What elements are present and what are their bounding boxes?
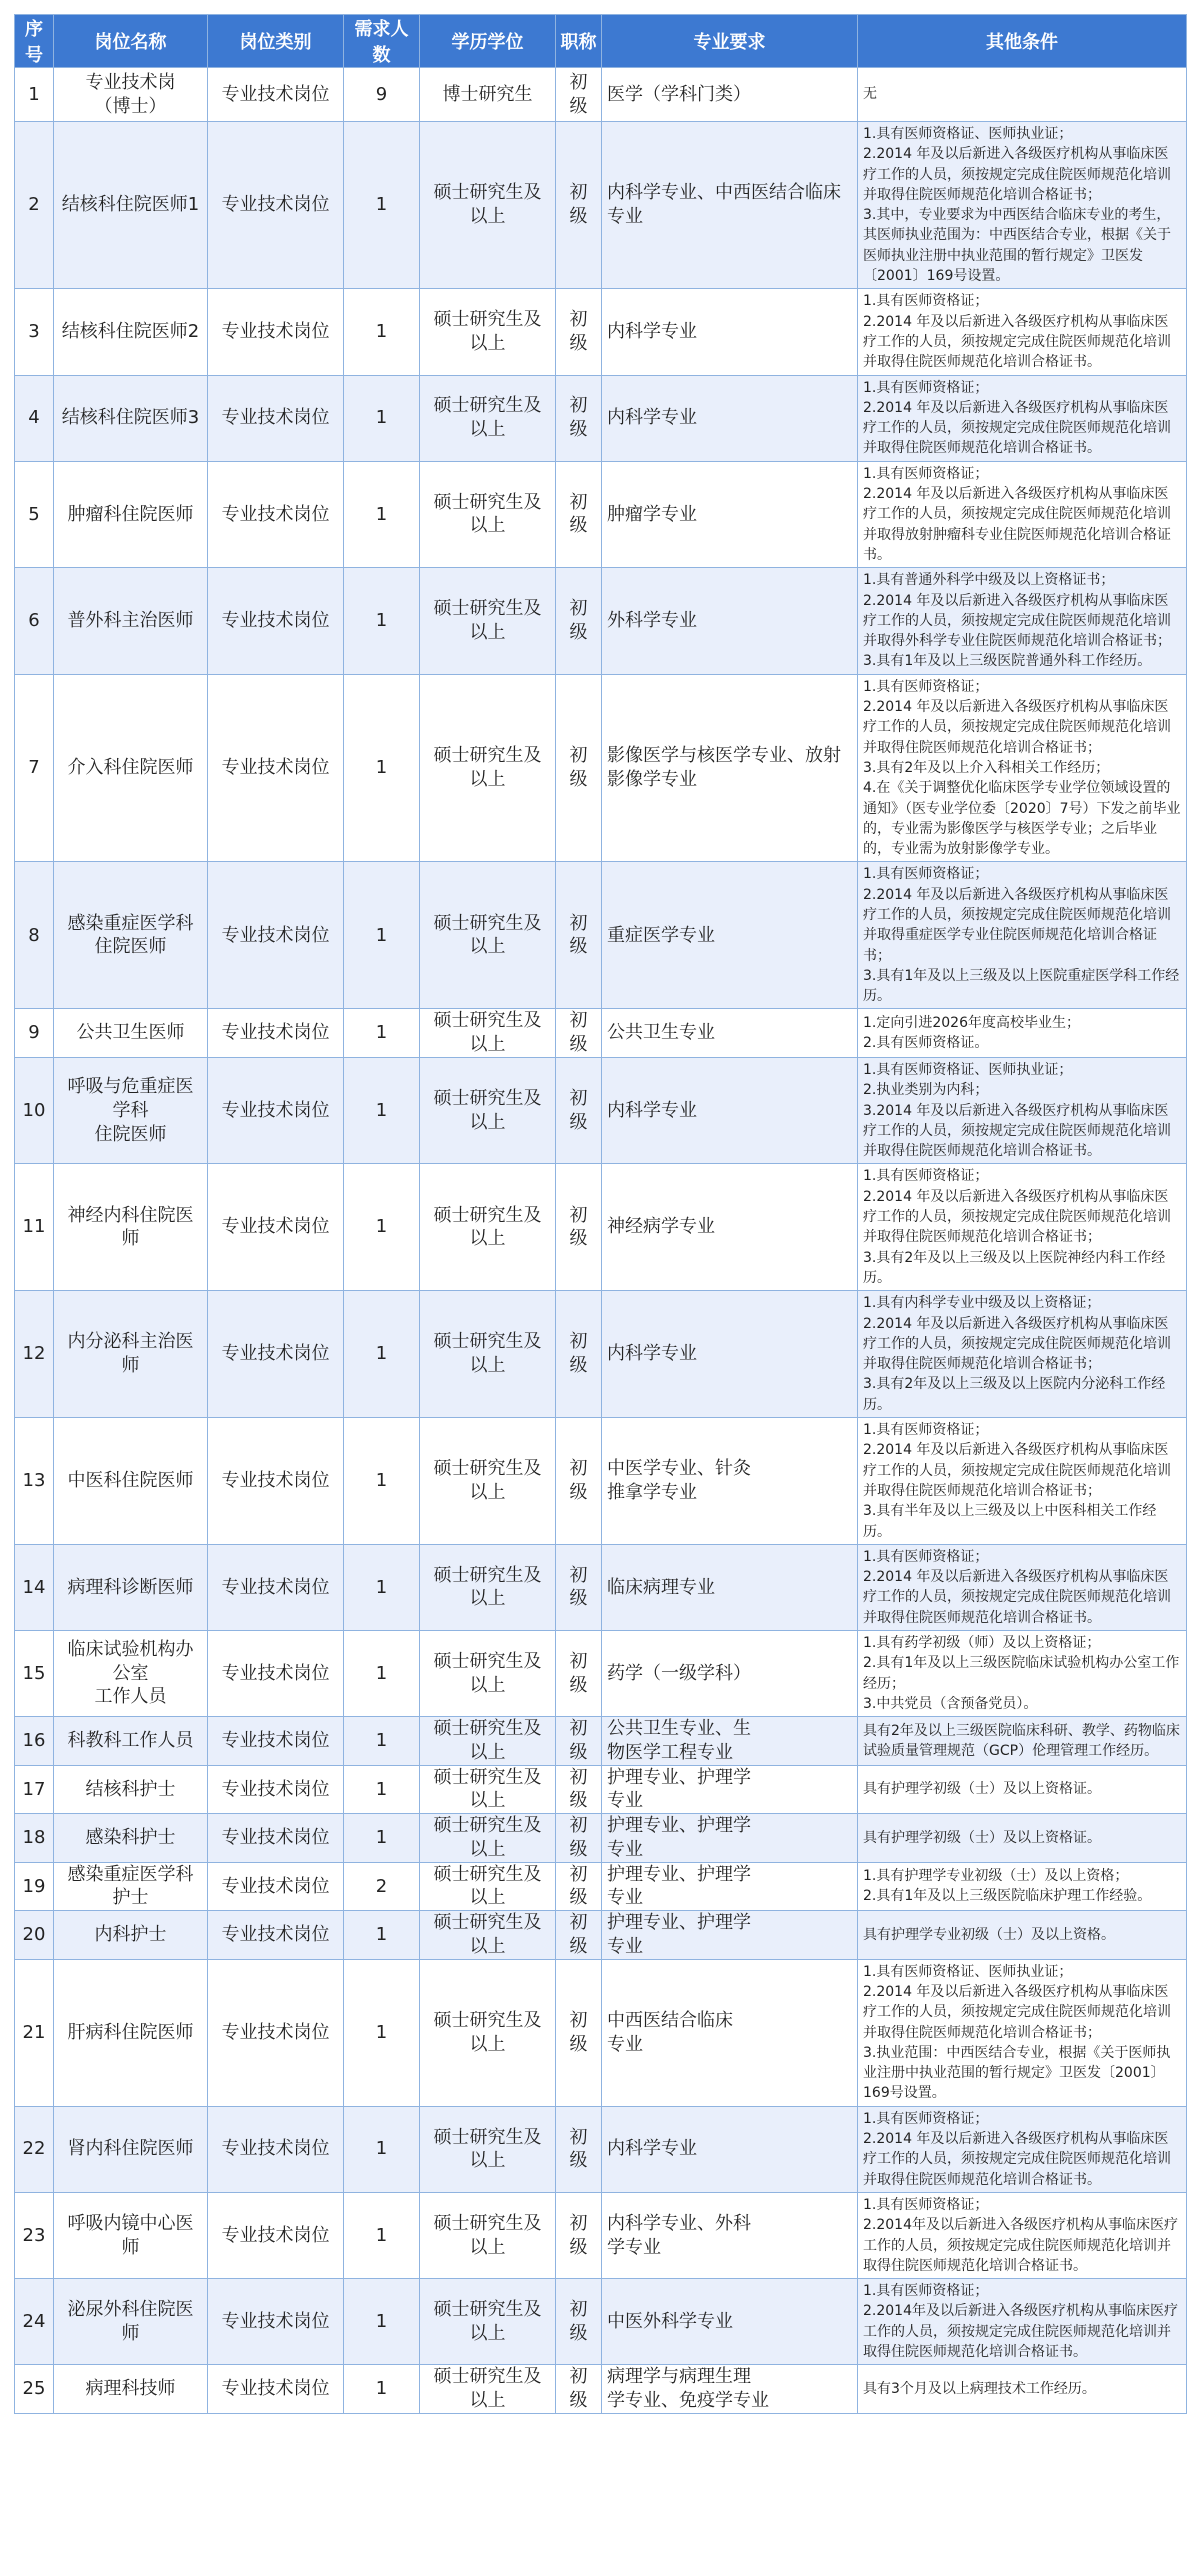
cell-title: 初级 bbox=[556, 1418, 602, 1545]
cell-major: 护理专业、护理学 专业 bbox=[602, 1911, 858, 1960]
cell-category: 专业技术岗位 bbox=[208, 1959, 344, 2106]
cell-count: 1 bbox=[344, 1959, 420, 2106]
cell-other-conditions: 1.具有护理学专业初级（士）及以上资格； 2.具有1年及以上三级医院临床护理工作经验。 bbox=[858, 1862, 1187, 1911]
cell-major: 护理专业、护理学 专业 bbox=[602, 1765, 858, 1814]
cell-title: 初级 bbox=[556, 1009, 602, 1058]
table-row bbox=[15, 68, 1187, 122]
cell-major: 内科学专业 bbox=[602, 375, 858, 461]
cell-education: 硕士研究生及 以上 bbox=[420, 1862, 556, 1911]
cell-education: 硕士研究生及 以上 bbox=[420, 1814, 556, 1863]
cell-no: 21 bbox=[15, 1959, 54, 2106]
table-row bbox=[15, 1418, 1187, 1545]
cell-major: 护理专业、护理学 专业 bbox=[602, 1814, 858, 1863]
cell-major: 中医外科学专业 bbox=[602, 2279, 858, 2365]
table-row bbox=[15, 568, 1187, 674]
cell-major: 内科学专业、中西医结合临床 专业 bbox=[602, 122, 858, 289]
cell-title: 初级 bbox=[556, 2192, 602, 2278]
cell-position-name: 泌尿外科住院医 师 bbox=[54, 2279, 208, 2365]
cell-count: 1 bbox=[344, 2192, 420, 2278]
cell-title: 初级 bbox=[556, 1630, 602, 1716]
cell-position-name: 肝病科住院医师 bbox=[54, 1959, 208, 2106]
cell-title: 初级 bbox=[556, 1164, 602, 1291]
cell-major: 公共卫生专业、生 物医学工程专业 bbox=[602, 1717, 858, 1766]
cell-no: 19 bbox=[15, 1862, 54, 1911]
cell-education: 硕士研究生及 以上 bbox=[420, 1418, 556, 1545]
cell-major: 公共卫生专业 bbox=[602, 1009, 858, 1058]
cell-major: 外科学专业 bbox=[602, 568, 858, 674]
cell-education: 硕士研究生及 以上 bbox=[420, 568, 556, 674]
cell-no: 9 bbox=[15, 1009, 54, 1058]
cell-title: 初级 bbox=[556, 1291, 602, 1418]
cell-no: 3 bbox=[15, 289, 54, 375]
cell-other-conditions: 1.具有医师资格证； 2.2014 年及以后新进入各级医疗机构从事临床医疗工作的人员，须按规定完成住院医师规范化培训并取得住院医师规范化培训合格证书。 bbox=[858, 289, 1187, 375]
cell-position-name: 感染科护士 bbox=[54, 1814, 208, 1863]
cell-category: 专业技术岗位 bbox=[208, 1814, 344, 1863]
cell-category: 专业技术岗位 bbox=[208, 289, 344, 375]
cell-category: 专业技术岗位 bbox=[208, 1291, 344, 1418]
table-body bbox=[15, 68, 1187, 2414]
cell-major: 神经病学专业 bbox=[602, 1164, 858, 1291]
table-row bbox=[15, 289, 1187, 375]
cell-other-conditions: 具有2年及以上三级医院临床科研、教学、药物临床试验质量管理规范（GCP）伦理管理工作经历。 bbox=[858, 1717, 1187, 1766]
cell-other-conditions: 1.具有医师资格证、医师执业证； 2.2014 年及以后新进入各级医疗机构从事临床医疗工作的人员，须按规定完成住院医师规范化培训并取得住院医师规范化培训合格证书； 3.执业范围：中西医结合专业，根据《关于医师执业注册中执业范围的暂行规定》卫医发〔2001〕169号设置。 bbox=[858, 1959, 1187, 2106]
cell-no: 16 bbox=[15, 1717, 54, 1766]
cell-count: 1 bbox=[344, 1630, 420, 1716]
cell-position-name: 呼吸内镜中心医 师 bbox=[54, 2192, 208, 2278]
table-row bbox=[15, 1911, 1187, 1960]
cell-title: 初级 bbox=[556, 862, 602, 1009]
cell-education: 硕士研究生及 以上 bbox=[420, 1765, 556, 1814]
cell-count: 1 bbox=[344, 1765, 420, 1814]
cell-category: 专业技术岗位 bbox=[208, 674, 344, 862]
cell-education: 硕士研究生及 以上 bbox=[420, 1717, 556, 1766]
cell-count: 1 bbox=[344, 1057, 420, 1163]
table-row bbox=[15, 1717, 1187, 1766]
recruitment-table bbox=[14, 14, 1187, 2414]
cell-title: 初级 bbox=[556, 1814, 602, 1863]
table-row bbox=[15, 1164, 1187, 1291]
cell-count: 1 bbox=[344, 122, 420, 289]
cell-count: 9 bbox=[344, 68, 420, 122]
cell-category: 专业技术岗位 bbox=[208, 375, 344, 461]
cell-category: 专业技术岗位 bbox=[208, 1765, 344, 1814]
cell-position-name: 肾内科住院医师 bbox=[54, 2106, 208, 2192]
cell-title: 初级 bbox=[556, 1544, 602, 1630]
cell-major: 影像医学与核医学专业、放射 影像学专业 bbox=[602, 674, 858, 862]
cell-count: 1 bbox=[344, 1418, 420, 1545]
cell-no: 12 bbox=[15, 1291, 54, 1418]
recruitment-table-container bbox=[14, 14, 1186, 2414]
cell-position-name: 病理科技师 bbox=[54, 2365, 208, 2414]
cell-count: 1 bbox=[344, 1911, 420, 1960]
cell-no: 6 bbox=[15, 568, 54, 674]
cell-no: 25 bbox=[15, 2365, 54, 2414]
cell-title: 初级 bbox=[556, 674, 602, 862]
cell-count: 1 bbox=[344, 2279, 420, 2365]
cell-category: 专业技术岗位 bbox=[208, 1544, 344, 1630]
cell-no: 11 bbox=[15, 1164, 54, 1291]
cell-position-name: 结核科住院医师2 bbox=[54, 289, 208, 375]
cell-major: 中西医结合临床 专业 bbox=[602, 1959, 858, 2106]
cell-education: 硕士研究生及 以上 bbox=[420, 122, 556, 289]
cell-count: 1 bbox=[344, 461, 420, 567]
table-row bbox=[15, 2192, 1187, 2278]
cell-education: 硕士研究生及 以上 bbox=[420, 1164, 556, 1291]
cell-title: 初级 bbox=[556, 289, 602, 375]
cell-count: 2 bbox=[344, 1862, 420, 1911]
header-major: 专业要求 bbox=[602, 15, 858, 68]
cell-count: 1 bbox=[344, 1544, 420, 1630]
cell-count: 1 bbox=[344, 568, 420, 674]
header-count: 需求人数 bbox=[344, 15, 420, 68]
cell-category: 专业技术岗位 bbox=[208, 2279, 344, 2365]
cell-major: 临床病理专业 bbox=[602, 1544, 858, 1630]
header-education: 学历学位 bbox=[420, 15, 556, 68]
cell-other-conditions: 1.具有医师资格证； 2.2014 年及以后新进入各级医疗机构从事临床医疗工作的人员，须按规定完成住院医师规范化培训并取得住院医师规范化培训合格证书； 3.具有2年及以上三级及以上医院神经内科工作经历。 bbox=[858, 1164, 1187, 1291]
cell-major: 医学（学科门类） bbox=[602, 68, 858, 122]
cell-position-name: 感染重症医学科 住院医师 bbox=[54, 862, 208, 1009]
cell-category: 专业技术岗位 bbox=[208, 68, 344, 122]
cell-other-conditions: 1.具有普通外科学中级及以上资格证书； 2.2014 年及以后新进入各级医疗机构从事临床医疗工作的人员，须按规定完成住院医师规范化培训并取得外科学专业住院医师规范化培训合格证书； 3.具有1年及以上三级医院普通外科工作经历。 bbox=[858, 568, 1187, 674]
cell-count: 1 bbox=[344, 674, 420, 862]
cell-count: 1 bbox=[344, 2106, 420, 2192]
cell-other-conditions: 无 bbox=[858, 68, 1187, 122]
cell-title: 初级 bbox=[556, 375, 602, 461]
cell-major: 内科学专业 bbox=[602, 1291, 858, 1418]
cell-title: 初级 bbox=[556, 68, 602, 122]
table-row bbox=[15, 2279, 1187, 2365]
table-row bbox=[15, 1057, 1187, 1163]
cell-other-conditions: 1.具有内科学专业中级及以上资格证； 2.2014 年及以后新进入各级医疗机构从事临床医疗工作的人员，须按规定完成住院医师规范化培训并取得住院医师规范化培训合格证书； 3.具有2年及以上三级及以上医院内分泌科工作经历。 bbox=[858, 1291, 1187, 1418]
cell-category: 专业技术岗位 bbox=[208, 2192, 344, 2278]
cell-category: 专业技术岗位 bbox=[208, 1862, 344, 1911]
cell-other-conditions: 1.具有医师资格证； 2.2014年及以后新进入各级医疗机构从事临床医疗工作的人员，须按规定完成住院医师规范化培训并取得住院医师规范化培训合格证书。 bbox=[858, 2192, 1187, 2278]
cell-category: 专业技术岗位 bbox=[208, 862, 344, 1009]
cell-title: 初级 bbox=[556, 1862, 602, 1911]
cell-other-conditions: 1.具有医师资格证； 2.2014 年及以后新进入各级医疗机构从事临床医疗工作的人员，须按规定完成住院医师规范化培训并取得住院医师规范化培训合格证书； 3.具有2年及以上介入科相关工作经历； 4.在《关于调整优化临床医学专业学位领域设置的通知》（医专业学位委〔2020〕7号）下发之前毕业的，专业需为影像医学与核医学专业；之后毕业的，专业需为放射影像学专业。 bbox=[858, 674, 1187, 862]
cell-category: 专业技术岗位 bbox=[208, 1911, 344, 1960]
cell-no: 17 bbox=[15, 1765, 54, 1814]
cell-no: 24 bbox=[15, 2279, 54, 2365]
cell-no: 18 bbox=[15, 1814, 54, 1863]
cell-category: 专业技术岗位 bbox=[208, 1630, 344, 1716]
cell-title: 初级 bbox=[556, 2279, 602, 2365]
cell-education: 硕士研究生及 以上 bbox=[420, 1291, 556, 1418]
cell-category: 专业技术岗位 bbox=[208, 2365, 344, 2414]
cell-position-name: 内科护士 bbox=[54, 1911, 208, 1960]
cell-position-name: 内分泌科主治医 师 bbox=[54, 1291, 208, 1418]
cell-count: 1 bbox=[344, 1814, 420, 1863]
header-other: 其他条件 bbox=[858, 15, 1187, 68]
cell-other-conditions: 具有3个月及以上病理技术工作经历。 bbox=[858, 2365, 1187, 2414]
cell-education: 硕士研究生及 以上 bbox=[420, 461, 556, 567]
header-category: 岗位类别 bbox=[208, 15, 344, 68]
header-title: 职称 bbox=[556, 15, 602, 68]
cell-title: 初级 bbox=[556, 2106, 602, 2192]
cell-other-conditions: 具有护理学初级（士）及以上资格证。 bbox=[858, 1814, 1187, 1863]
cell-other-conditions: 1.具有医师资格证； 2.2014 年及以后新进入各级医疗机构从事临床医疗工作的人员，须按规定完成住院医师规范化培训并取得放射肿瘤科专业住院医师规范化培训合格证书。 bbox=[858, 461, 1187, 567]
cell-education: 硕士研究生及 以上 bbox=[420, 1630, 556, 1716]
cell-education: 硕士研究生及 以上 bbox=[420, 1057, 556, 1163]
cell-no: 2 bbox=[15, 122, 54, 289]
cell-major: 重症医学专业 bbox=[602, 862, 858, 1009]
cell-position-name: 专业技术岗 （博士） bbox=[54, 68, 208, 122]
cell-no: 8 bbox=[15, 862, 54, 1009]
table-row bbox=[15, 2106, 1187, 2192]
cell-major: 护理专业、护理学 专业 bbox=[602, 1862, 858, 1911]
table-row bbox=[15, 862, 1187, 1009]
cell-title: 初级 bbox=[556, 1959, 602, 2106]
table-header-row bbox=[15, 15, 1187, 68]
cell-count: 1 bbox=[344, 1717, 420, 1766]
table-row bbox=[15, 122, 1187, 289]
cell-title: 初级 bbox=[556, 568, 602, 674]
cell-category: 专业技术岗位 bbox=[208, 1009, 344, 1058]
table-row bbox=[15, 1765, 1187, 1814]
cell-other-conditions: 1.具有医师资格证、医师执业证； 2.2014 年及以后新进入各级医疗机构从事临床医疗工作的人员，须按规定完成住院医师规范化培训并取得住院医师规范化培训合格证书； 3.其中，专业要求为中西医结合临床专业的考生，其医师执业范围为：中西医结合专业，根据《关于医师执业注册中执业范围的暂行规定》卫医发〔2001〕169号设置。 bbox=[858, 122, 1187, 289]
cell-title: 初级 bbox=[556, 1717, 602, 1766]
cell-position-name: 结核科住院医师3 bbox=[54, 375, 208, 461]
table-row bbox=[15, 1009, 1187, 1058]
cell-education: 硕士研究生及 以上 bbox=[420, 1009, 556, 1058]
header-name: 岗位名称 bbox=[54, 15, 208, 68]
cell-other-conditions: 具有护理学初级（士）及以上资格证。 bbox=[858, 1765, 1187, 1814]
cell-no: 5 bbox=[15, 461, 54, 567]
cell-major: 药学（一级学科） bbox=[602, 1630, 858, 1716]
cell-category: 专业技术岗位 bbox=[208, 1164, 344, 1291]
cell-other-conditions: 1.具有药学初级（师）及以上资格证； 2.具有1年及以上三级医院临床试验机构办公室工作经历； 3.中共党员（含预备党员）。 bbox=[858, 1630, 1187, 1716]
cell-education: 硕士研究生及 以上 bbox=[420, 2365, 556, 2414]
cell-no: 14 bbox=[15, 1544, 54, 1630]
cell-education: 硕士研究生及 以上 bbox=[420, 2279, 556, 2365]
cell-other-conditions: 1.具有医师资格证； 2.2014 年及以后新进入各级医疗机构从事临床医疗工作的人员，须按规定完成住院医师规范化培训并取得住院医师规范化培训合格证书。 bbox=[858, 1544, 1187, 1630]
cell-no: 4 bbox=[15, 375, 54, 461]
cell-count: 1 bbox=[344, 1009, 420, 1058]
cell-count: 1 bbox=[344, 1164, 420, 1291]
cell-education: 硕士研究生及 以上 bbox=[420, 674, 556, 862]
cell-other-conditions: 1.具有医师资格证； 2.2014 年及以后新进入各级医疗机构从事临床医疗工作的人员，须按规定完成住院医师规范化培训并取得重症医学专业住院医师规范化培训合格证书； 3.具有1年及以上三级及以上医院重症医学科工作经历。 bbox=[858, 862, 1187, 1009]
cell-other-conditions: 具有护理学专业初级（士）及以上资格。 bbox=[858, 1911, 1187, 1960]
cell-major: 中医学专业、针灸 推拿学专业 bbox=[602, 1418, 858, 1545]
cell-count: 1 bbox=[344, 862, 420, 1009]
cell-count: 1 bbox=[344, 375, 420, 461]
cell-position-name: 科教科工作人员 bbox=[54, 1717, 208, 1766]
table-row bbox=[15, 461, 1187, 567]
cell-other-conditions: 1.定向引进2026年度高校毕业生； 2.具有医师资格证。 bbox=[858, 1009, 1187, 1058]
cell-position-name: 临床试验机构办 公室 工作人员 bbox=[54, 1630, 208, 1716]
cell-position-name: 病理科诊断医师 bbox=[54, 1544, 208, 1630]
cell-count: 1 bbox=[344, 2365, 420, 2414]
table-row bbox=[15, 1959, 1187, 2106]
cell-education: 硕士研究生及 以上 bbox=[420, 2106, 556, 2192]
cell-education: 硕士研究生及 以上 bbox=[420, 2192, 556, 2278]
cell-no: 13 bbox=[15, 1418, 54, 1545]
cell-other-conditions: 1.具有医师资格证、医师执业证； 2.执业类别为内科； 3.2014 年及以后新进入各级医疗机构从事临床医疗工作的人员，须按规定完成住院医师规范化培训并取得住院医师规范化培训合格证书。 bbox=[858, 1057, 1187, 1163]
cell-education: 硕士研究生及 以上 bbox=[420, 375, 556, 461]
table-row bbox=[15, 1814, 1187, 1863]
cell-education: 硕士研究生及 以上 bbox=[420, 289, 556, 375]
cell-position-name: 公共卫生医师 bbox=[54, 1009, 208, 1058]
table-row bbox=[15, 674, 1187, 862]
cell-title: 初级 bbox=[556, 1911, 602, 1960]
cell-no: 23 bbox=[15, 2192, 54, 2278]
cell-no: 20 bbox=[15, 1911, 54, 1960]
cell-position-name: 神经内科住院医 师 bbox=[54, 1164, 208, 1291]
cell-title: 初级 bbox=[556, 1765, 602, 1814]
cell-category: 专业技术岗位 bbox=[208, 1057, 344, 1163]
cell-position-name: 肿瘤科住院医师 bbox=[54, 461, 208, 567]
cell-title: 初级 bbox=[556, 461, 602, 567]
cell-category: 专业技术岗位 bbox=[208, 2106, 344, 2192]
cell-education: 硕士研究生及 以上 bbox=[420, 862, 556, 1009]
cell-position-name: 普外科主治医师 bbox=[54, 568, 208, 674]
cell-title: 初级 bbox=[556, 122, 602, 289]
cell-title: 初级 bbox=[556, 2365, 602, 2414]
cell-major: 内科学专业 bbox=[602, 1057, 858, 1163]
cell-category: 专业技术岗位 bbox=[208, 568, 344, 674]
cell-major: 病理学与病理生理 学专业、免疫学专业 bbox=[602, 2365, 858, 2414]
cell-count: 1 bbox=[344, 1291, 420, 1418]
cell-no: 10 bbox=[15, 1057, 54, 1163]
cell-position-name: 中医科住院医师 bbox=[54, 1418, 208, 1545]
cell-category: 专业技术岗位 bbox=[208, 122, 344, 289]
cell-title: 初级 bbox=[556, 1057, 602, 1163]
table-row bbox=[15, 1630, 1187, 1716]
cell-other-conditions: 1.具有医师资格证； 2.2014年及以后新进入各级医疗机构从事临床医疗工作的人员，须按规定完成住院医师规范化培训并取得住院医师规范化培训合格证书。 bbox=[858, 2279, 1187, 2365]
cell-position-name: 结核科护士 bbox=[54, 1765, 208, 1814]
cell-education: 硕士研究生及 以上 bbox=[420, 1959, 556, 2106]
cell-education: 硕士研究生及 以上 bbox=[420, 1911, 556, 1960]
cell-position-name: 介入科住院医师 bbox=[54, 674, 208, 862]
cell-no: 22 bbox=[15, 2106, 54, 2192]
cell-major: 内科学专业、外科 学专业 bbox=[602, 2192, 858, 2278]
table-row bbox=[15, 1544, 1187, 1630]
cell-category: 专业技术岗位 bbox=[208, 1717, 344, 1766]
cell-major: 内科学专业 bbox=[602, 289, 858, 375]
cell-other-conditions: 1.具有医师资格证； 2.2014 年及以后新进入各级医疗机构从事临床医疗工作的人员，须按规定完成住院医师规范化培训并取得住院医师规范化培训合格证书。 bbox=[858, 375, 1187, 461]
cell-other-conditions: 1.具有医师资格证； 2.2014 年及以后新进入各级医疗机构从事临床医疗工作的人员，须按规定完成住院医师规范化培训并取得住院医师规范化培训合格证书； 3.具有半年及以上三级及以上中医科相关工作经历。 bbox=[858, 1418, 1187, 1545]
cell-category: 专业技术岗位 bbox=[208, 461, 344, 567]
cell-category: 专业技术岗位 bbox=[208, 1418, 344, 1545]
table-row bbox=[15, 1862, 1187, 1911]
cell-major: 肿瘤学专业 bbox=[602, 461, 858, 567]
cell-no: 1 bbox=[15, 68, 54, 122]
cell-position-name: 呼吸与危重症医 学科 住院医师 bbox=[54, 1057, 208, 1163]
cell-education: 硕士研究生及 以上 bbox=[420, 1544, 556, 1630]
cell-position-name: 感染重症医学科 护士 bbox=[54, 1862, 208, 1911]
cell-no: 7 bbox=[15, 674, 54, 862]
cell-other-conditions: 1.具有医师资格证； 2.2014 年及以后新进入各级医疗机构从事临床医疗工作的人员，须按规定完成住院医师规范化培训并取得住院医师规范化培训合格证书。 bbox=[858, 2106, 1187, 2192]
table-row bbox=[15, 375, 1187, 461]
header-no: 序号 bbox=[15, 15, 54, 68]
table-row bbox=[15, 1291, 1187, 1418]
cell-no: 15 bbox=[15, 1630, 54, 1716]
table-row bbox=[15, 2365, 1187, 2414]
cell-major: 内科学专业 bbox=[602, 2106, 858, 2192]
cell-position-name: 结核科住院医师1 bbox=[54, 122, 208, 289]
cell-education: 博士研究生 bbox=[420, 68, 556, 122]
cell-count: 1 bbox=[344, 289, 420, 375]
